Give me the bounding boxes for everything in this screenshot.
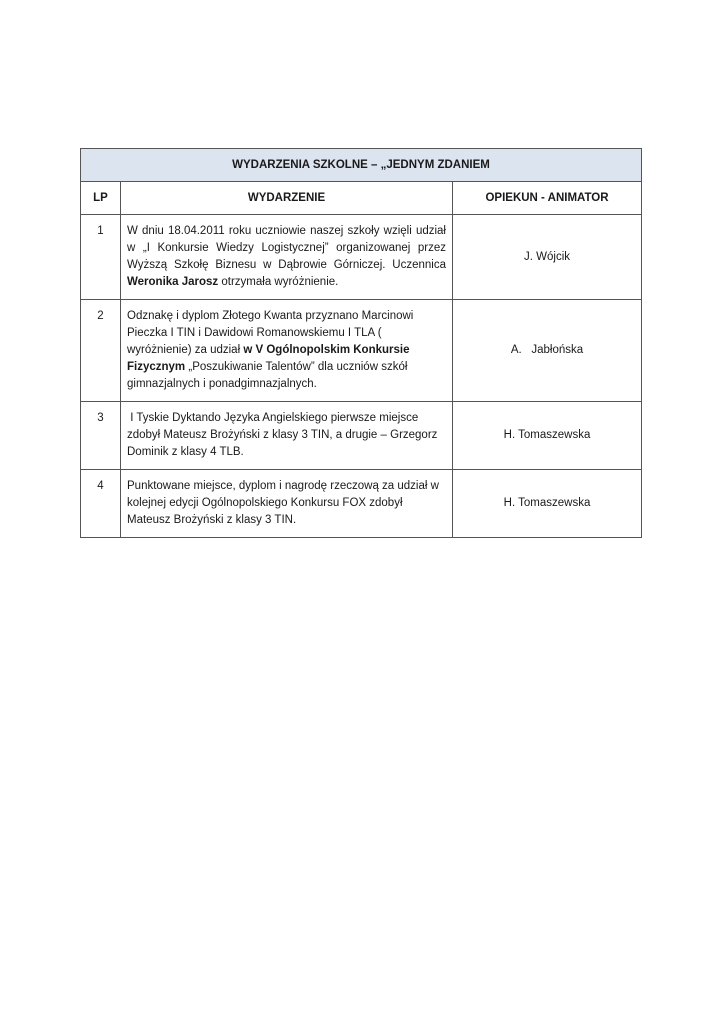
tutor-name: J. Wójcik xyxy=(453,215,642,300)
tutor-name: A. Jabłońska xyxy=(453,300,642,402)
event-text: otrzymała wyróżnienie. xyxy=(218,276,339,288)
table-row xyxy=(81,215,642,300)
event-description xyxy=(121,300,453,402)
row-number: 3 xyxy=(81,402,121,470)
event-text: „Poszukiwanie Talentów” dla uczniów szkół gimnazjalnych i ponadgimnazjalnych. xyxy=(127,361,408,390)
row-number: 2 xyxy=(81,300,121,402)
table-header-row xyxy=(81,182,642,215)
header-event: WYDARZENIE xyxy=(121,182,453,215)
event-text-bold: Weronika Jarosz xyxy=(127,276,219,288)
event-description: Punktowane miejsce, dyplom i nagrodę rzeczową za udział w kolejnej edycji Ogólnopolskiego Konkursu FOX zdobył Mateusz Brożyński z klasy 3 TIN. xyxy=(121,470,453,538)
row-number: 1 xyxy=(81,215,121,300)
table-title-row xyxy=(81,149,642,182)
header-tutor: OPIEKUN - ANIMATOR xyxy=(453,182,642,215)
event-description: I Tyskie Dyktando Języka Angielskiego pierwsze miejsce zdobył Mateusz Brożyński z klasy 3 TIN, a drugie – Grzegorz Dominik z klasy 4 TLB. xyxy=(121,402,453,470)
event-text: W dniu 18.04.2011 roku uczniowie naszej szkoły wzięli udział w „I Konkursie Wiedzy Logistycznej” organizowanej przez Wyższą Szkołę Biznesu w Dąbrowie Górniczej. Uczennica xyxy=(127,225,446,271)
table-title: WYDARZENIA SZKOLNE – „JEDNYM ZDANIEM xyxy=(81,149,642,182)
row-number: 4 xyxy=(81,470,121,538)
tutor-name: H. Tomaszewska xyxy=(453,402,642,470)
event-description xyxy=(121,215,453,300)
table-row xyxy=(81,300,642,402)
tutor-name: H. Tomaszewska xyxy=(453,470,642,538)
event-text: Odznakę i dyplom Złotego Kwanta przyznano Marcinowi Pieczka I TIN i Dawidowi Romanowskiemu I TLA ( wyróżnienie) za udział xyxy=(127,310,414,356)
events-table xyxy=(80,148,642,538)
event-text-bold: w V Ogólnopolskim Konkursie Fizycznym xyxy=(127,344,410,373)
table-row xyxy=(81,470,642,538)
header-lp: LP xyxy=(81,182,121,215)
table-row xyxy=(81,402,642,470)
